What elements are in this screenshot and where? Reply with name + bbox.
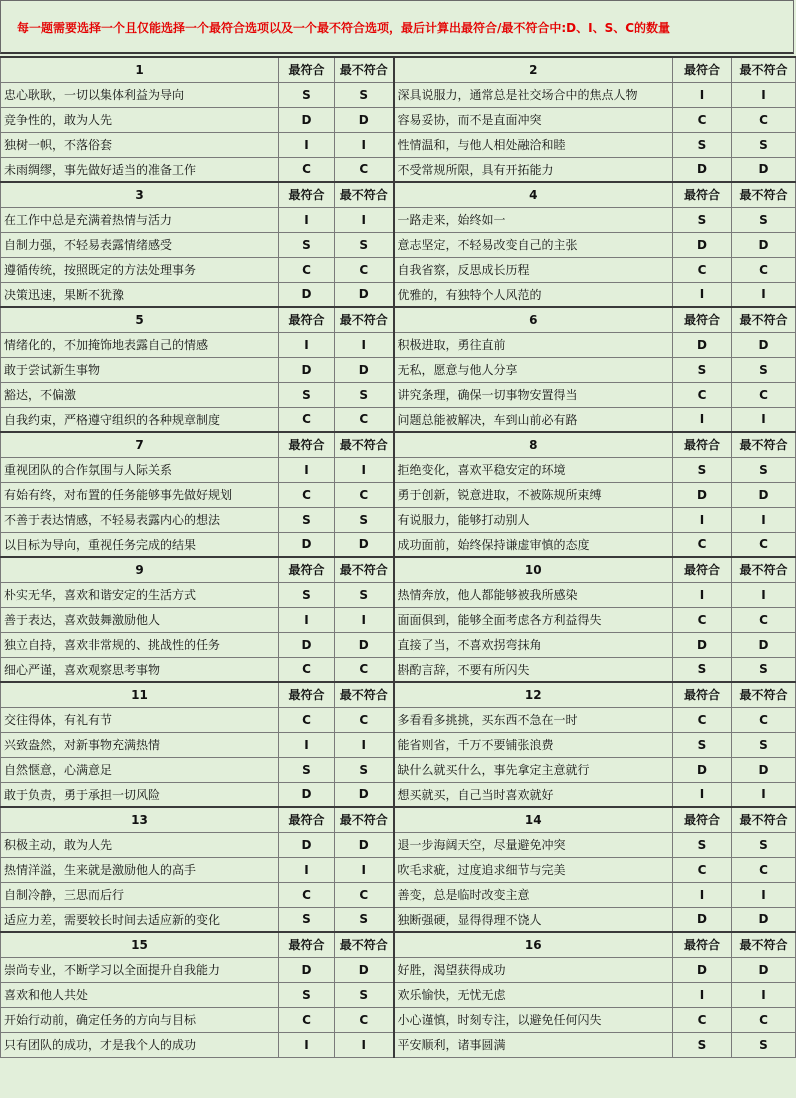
- worst-value-cell[interactable]: C: [732, 382, 796, 407]
- worst-value-cell[interactable]: D: [732, 232, 796, 257]
- option-text-cell[interactable]: 多看看多挑挑，买东西不急在一时: [394, 707, 673, 732]
- best-value-cell[interactable]: I: [279, 607, 335, 632]
- worst-value-cell[interactable]: D: [732, 957, 796, 982]
- best-value-cell[interactable]: D: [279, 782, 335, 807]
- column-header-worst[interactable]: 最不符合: [732, 807, 796, 832]
- question-grid: [0, 56, 796, 1058]
- best-value-cell[interactable]: I: [673, 882, 732, 907]
- best-value-cell[interactable]: D: [673, 907, 732, 932]
- option-text-cell[interactable]: 缺什么就买什么，事先拿定主意就行: [394, 757, 673, 782]
- worst-value-cell[interactable]: I: [335, 332, 394, 357]
- option-row: [1, 232, 796, 257]
- question-number[interactable]: 15: [1, 932, 279, 957]
- column-header-worst[interactable]: 最不符合: [732, 307, 796, 332]
- best-value-cell[interactable]: S: [279, 382, 335, 407]
- best-value-cell[interactable]: S: [279, 507, 335, 532]
- question-number[interactable]: 11: [1, 682, 279, 707]
- option-text-cell[interactable]: 善变，总是临时改变主意: [394, 882, 673, 907]
- worst-value-cell[interactable]: I: [335, 607, 394, 632]
- question-header-row: [1, 57, 796, 82]
- option-text-cell[interactable]: 热情奔放，他人都能够被我所感染: [394, 582, 673, 607]
- question-number[interactable]: 2: [394, 57, 673, 82]
- option-text-cell[interactable]: 好胜，渴望获得成功: [394, 957, 673, 982]
- worst-value-cell[interactable]: S: [732, 1032, 796, 1057]
- best-value-cell[interactable]: D: [673, 632, 732, 657]
- best-value-cell[interactable]: I: [673, 982, 732, 1007]
- worst-value-cell[interactable]: D: [335, 957, 394, 982]
- option-row: [1, 407, 796, 432]
- option-text-cell[interactable]: 欢乐愉快，无忧无虑: [394, 982, 673, 1007]
- best-value-cell[interactable]: C: [279, 482, 335, 507]
- option-text-cell[interactable]: 不善于表达情感，不轻易表露内心的想法: [1, 507, 279, 532]
- worst-value-cell[interactable]: S: [732, 732, 796, 757]
- best-value-cell[interactable]: I: [279, 732, 335, 757]
- option-text-cell[interactable]: 能省则省，千万不要铺张浪费: [394, 732, 673, 757]
- option-text-cell[interactable]: 一路走来，始终如一: [394, 207, 673, 232]
- worst-value-cell[interactable]: S: [335, 382, 394, 407]
- best-value-cell[interactable]: C: [279, 407, 335, 432]
- option-row: [1, 782, 796, 807]
- best-value-cell[interactable]: D: [279, 107, 335, 132]
- option-text-cell[interactable]: 以目标为导向，重视任务完成的结果: [1, 532, 279, 557]
- best-value-cell[interactable]: S: [673, 657, 732, 682]
- column-header-worst[interactable]: 最不符合: [335, 557, 394, 582]
- question-header-row: [1, 807, 796, 832]
- question-number[interactable]: 10: [394, 557, 673, 582]
- column-header-best[interactable]: 最符合: [279, 557, 335, 582]
- option-row: [1, 482, 796, 507]
- column-header-best[interactable]: 最符合: [279, 307, 335, 332]
- best-value-cell[interactable]: D: [673, 332, 732, 357]
- worst-value-cell[interactable]: D: [335, 632, 394, 657]
- best-value-cell[interactable]: S: [673, 457, 732, 482]
- worst-value-cell[interactable]: D: [335, 282, 394, 307]
- best-value-cell[interactable]: I: [279, 857, 335, 882]
- best-value-cell[interactable]: I: [279, 1032, 335, 1057]
- option-text-cell[interactable]: 喜欢和他人共处: [1, 982, 279, 1007]
- option-text-cell[interactable]: 性情温和，与他人相处融洽和睦: [394, 132, 673, 157]
- best-value-cell[interactable]: C: [673, 107, 732, 132]
- option-text-cell[interactable]: 崇尚专业，不断学习以全面提升自我能力: [1, 957, 279, 982]
- column-header-worst[interactable]: 最不符合: [732, 557, 796, 582]
- option-row: [1, 607, 796, 632]
- best-value-cell[interactable]: C: [279, 882, 335, 907]
- option-text-cell[interactable]: 问题总能被解决，车到山前必有路: [394, 407, 673, 432]
- best-value-cell[interactable]: D: [673, 232, 732, 257]
- worst-value-cell[interactable]: D: [732, 332, 796, 357]
- option-text-cell[interactable]: 自我约束，严格遵守组织的各种规章制度: [1, 407, 279, 432]
- option-text-cell[interactable]: 斟酌言辞，不要有所闪失: [394, 657, 673, 682]
- best-value-cell[interactable]: C: [673, 532, 732, 557]
- best-value-cell[interactable]: D: [673, 482, 732, 507]
- column-header-worst[interactable]: 最不符合: [732, 57, 796, 82]
- worst-value-cell[interactable]: S: [335, 982, 394, 1007]
- column-header-best[interactable]: 最符合: [673, 57, 732, 82]
- best-value-cell[interactable]: C: [673, 1007, 732, 1032]
- option-row: [1, 657, 796, 682]
- worst-value-cell[interactable]: I: [335, 732, 394, 757]
- best-value-cell[interactable]: S: [673, 132, 732, 157]
- option-row: [1, 1007, 796, 1032]
- worst-value-cell[interactable]: I: [732, 507, 796, 532]
- question-number[interactable]: 8: [394, 432, 673, 457]
- option-text-cell[interactable]: 交往得体，有礼有节: [1, 707, 279, 732]
- worst-value-cell[interactable]: C: [732, 707, 796, 732]
- option-text-cell[interactable]: 无私，愿意与他人分享: [394, 357, 673, 382]
- option-row: [1, 882, 796, 907]
- worst-value-cell[interactable]: I: [732, 882, 796, 907]
- question-header-row: [1, 307, 796, 332]
- option-text-cell[interactable]: 独立自持，喜欢非常规的、挑战性的任务: [1, 632, 279, 657]
- option-row: [1, 632, 796, 657]
- best-value-cell[interactable]: D: [279, 832, 335, 857]
- question-header-row: [1, 432, 796, 457]
- best-value-cell[interactable]: S: [673, 832, 732, 857]
- option-text-cell[interactable]: 讲究条理，确保一切事物安置得当: [394, 382, 673, 407]
- column-header-best[interactable]: 最符合: [279, 932, 335, 957]
- worst-value-cell[interactable]: I: [335, 207, 394, 232]
- column-header-worst[interactable]: 最不符合: [335, 307, 394, 332]
- option-text-cell[interactable]: 深具说服力，通常总是社交场合中的焦点人物: [394, 82, 673, 107]
- best-value-cell[interactable]: I: [279, 332, 335, 357]
- worst-value-cell[interactable]: C: [335, 257, 394, 282]
- best-value-cell[interactable]: S: [279, 232, 335, 257]
- option-text-cell[interactable]: 积极进取，勇往直前: [394, 332, 673, 357]
- best-value-cell[interactable]: C: [673, 607, 732, 632]
- worst-value-cell[interactable]: C: [732, 1007, 796, 1032]
- option-text-cell[interactable]: 直接了当，不喜欢拐弯抹角: [394, 632, 673, 657]
- option-text-cell[interactable]: 小心谨慎，时刻专注，以避免任何闪失: [394, 1007, 673, 1032]
- question-header-row: [1, 932, 796, 957]
- option-text-cell[interactable]: 积极主动，敢为人先: [1, 832, 279, 857]
- worst-value-cell[interactable]: S: [732, 457, 796, 482]
- question-header-row: [1, 182, 796, 207]
- best-value-cell[interactable]: D: [673, 957, 732, 982]
- option-text-cell[interactable]: 独树一帜，不落俗套: [1, 132, 279, 157]
- best-value-cell[interactable]: C: [673, 382, 732, 407]
- option-text-cell[interactable]: 吹毛求疵，过度追求细节与完美: [394, 857, 673, 882]
- option-row: [1, 832, 796, 857]
- best-value-cell[interactable]: D: [279, 532, 335, 557]
- option-text-cell[interactable]: 只有团队的成功，才是我个人的成功: [1, 1032, 279, 1057]
- worst-value-cell[interactable]: S: [335, 507, 394, 532]
- best-value-cell[interactable]: C: [279, 657, 335, 682]
- option-text-cell[interactable]: 有始有终，对布置的任务能够事先做好规划: [1, 482, 279, 507]
- option-text-cell[interactable]: 兴致盎然，对新事物充满热情: [1, 732, 279, 757]
- worst-value-cell[interactable]: C: [732, 257, 796, 282]
- worst-value-cell[interactable]: C: [335, 482, 394, 507]
- question-number[interactable]: 7: [1, 432, 279, 457]
- column-header-worst[interactable]: 最不符合: [335, 682, 394, 707]
- question-number[interactable]: 13: [1, 807, 279, 832]
- best-value-cell[interactable]: D: [279, 282, 335, 307]
- option-row: [1, 282, 796, 307]
- best-value-cell[interactable]: C: [673, 707, 732, 732]
- worst-value-cell[interactable]: S: [732, 132, 796, 157]
- column-header-best[interactable]: 最符合: [279, 57, 335, 82]
- best-value-cell[interactable]: D: [279, 957, 335, 982]
- option-text-cell[interactable]: 成功面前，始终保持谦虚审慎的态度: [394, 532, 673, 557]
- worst-value-cell[interactable]: I: [335, 1032, 394, 1057]
- option-row: [1, 257, 796, 282]
- best-value-cell[interactable]: I: [673, 407, 732, 432]
- worst-value-cell[interactable]: I: [335, 457, 394, 482]
- worst-value-cell[interactable]: C: [335, 157, 394, 182]
- worst-value-cell[interactable]: C: [335, 407, 394, 432]
- worst-value-cell[interactable]: C: [335, 1007, 394, 1032]
- best-value-cell[interactable]: S: [673, 207, 732, 232]
- best-value-cell[interactable]: D: [673, 757, 732, 782]
- column-header-worst[interactable]: 最不符合: [732, 182, 796, 207]
- question-number[interactable]: 12: [394, 682, 673, 707]
- worst-value-cell[interactable]: I: [335, 132, 394, 157]
- best-value-cell[interactable]: C: [673, 857, 732, 882]
- option-text-cell[interactable]: 重视团队的合作氛围与人际关系: [1, 457, 279, 482]
- worst-value-cell[interactable]: D: [732, 482, 796, 507]
- column-header-worst[interactable]: 最不符合: [335, 182, 394, 207]
- option-text-cell[interactable]: 遵循传统，按照既定的方法处理事务: [1, 257, 279, 282]
- column-header-best[interactable]: 最符合: [673, 182, 732, 207]
- best-value-cell[interactable]: I: [673, 282, 732, 307]
- option-row: [1, 82, 796, 107]
- question-number[interactable]: 6: [394, 307, 673, 332]
- option-text-cell[interactable]: 自我省察，反思成长历程: [394, 257, 673, 282]
- column-header-best[interactable]: 最符合: [279, 682, 335, 707]
- column-header-best[interactable]: 最符合: [279, 182, 335, 207]
- worst-value-cell[interactable]: D: [732, 632, 796, 657]
- worst-value-cell[interactable]: S: [732, 207, 796, 232]
- option-row: [1, 982, 796, 1007]
- option-row: [1, 107, 796, 132]
- best-value-cell[interactable]: I: [279, 457, 335, 482]
- question-header-row: [1, 682, 796, 707]
- option-text-cell[interactable]: 在工作中总是充满着热情与活力: [1, 207, 279, 232]
- column-header-worst[interactable]: 最不符合: [732, 682, 796, 707]
- worst-value-cell[interactable]: C: [732, 607, 796, 632]
- best-value-cell[interactable]: S: [673, 732, 732, 757]
- worst-value-cell[interactable]: S: [732, 357, 796, 382]
- worst-value-cell[interactable]: I: [335, 857, 394, 882]
- option-text-cell[interactable]: 敢于尝试新生事物: [1, 357, 279, 382]
- option-row: [1, 382, 796, 407]
- option-text-cell[interactable]: 开始行动前，确定任务的方向与目标: [1, 1007, 279, 1032]
- option-text-cell[interactable]: 面面俱到，能够全面考虑各方利益得失: [394, 607, 673, 632]
- question-number[interactable]: 16: [394, 932, 673, 957]
- option-text-cell[interactable]: 豁达，不偏激: [1, 382, 279, 407]
- option-row: [1, 857, 796, 882]
- column-header-worst[interactable]: 最不符合: [335, 432, 394, 457]
- best-value-cell[interactable]: I: [673, 782, 732, 807]
- worst-value-cell[interactable]: C: [732, 107, 796, 132]
- best-value-cell[interactable]: S: [673, 357, 732, 382]
- option-row: [1, 332, 796, 357]
- best-value-cell[interactable]: C: [279, 157, 335, 182]
- worst-value-cell[interactable]: C: [335, 657, 394, 682]
- option-row: [1, 582, 796, 607]
- option-row: [1, 157, 796, 182]
- option-text-cell[interactable]: 拒绝变化，喜欢平稳安定的环境: [394, 457, 673, 482]
- worst-value-cell[interactable]: D: [732, 157, 796, 182]
- column-header-best[interactable]: 最符合: [673, 307, 732, 332]
- option-row: [1, 732, 796, 757]
- worst-value-cell[interactable]: C: [732, 857, 796, 882]
- option-text-cell[interactable]: 朴实无华，喜欢和谐安定的生活方式: [1, 582, 279, 607]
- option-row: [1, 707, 796, 732]
- best-value-cell[interactable]: I: [673, 582, 732, 607]
- option-text-cell[interactable]: 勇于创新，锐意进取，不被陈规所束缚: [394, 482, 673, 507]
- worst-value-cell[interactable]: C: [732, 532, 796, 557]
- best-value-cell[interactable]: I: [673, 82, 732, 107]
- option-text-cell[interactable]: 退一步海阔天空，尽量避免冲突: [394, 832, 673, 857]
- column-header-best[interactable]: 最符合: [279, 432, 335, 457]
- question-number[interactable]: 4: [394, 182, 673, 207]
- option-row: [1, 1032, 796, 1057]
- column-header-worst[interactable]: 最不符合: [335, 932, 394, 957]
- option-row: [1, 357, 796, 382]
- option-text-cell[interactable]: 自制冷静，三思而后行: [1, 882, 279, 907]
- option-text-cell[interactable]: 适应力差，需要较长时间去适应新的变化: [1, 907, 279, 932]
- option-text-cell[interactable]: 决策迅速，果断不犹豫: [1, 282, 279, 307]
- best-value-cell[interactable]: I: [279, 207, 335, 232]
- worst-value-cell[interactable]: S: [335, 907, 394, 932]
- worst-value-cell[interactable]: D: [335, 357, 394, 382]
- best-value-cell[interactable]: S: [279, 582, 335, 607]
- question-header-row: [1, 557, 796, 582]
- option-row: [1, 507, 796, 532]
- option-text-cell[interactable]: 敢于负责，勇于承担一切风险: [1, 782, 279, 807]
- best-value-cell[interactable]: D: [279, 357, 335, 382]
- option-row: [1, 457, 796, 482]
- column-header-best[interactable]: 最符合: [673, 807, 732, 832]
- worst-value-cell[interactable]: D: [335, 532, 394, 557]
- best-value-cell[interactable]: I: [279, 132, 335, 157]
- worst-value-cell[interactable]: S: [335, 582, 394, 607]
- option-text-cell[interactable]: 意志坚定，不轻易改变自己的主张: [394, 232, 673, 257]
- best-value-cell[interactable]: S: [279, 907, 335, 932]
- option-text-cell[interactable]: 忠心耿耿，一切以集体利益为导向: [1, 82, 279, 107]
- worst-value-cell[interactable]: D: [335, 782, 394, 807]
- option-text-cell[interactable]: 容易妥协，而不是直面冲突: [394, 107, 673, 132]
- option-text-cell[interactable]: 未雨绸缪，事先做好适当的准备工作: [1, 157, 279, 182]
- best-value-cell[interactable]: C: [279, 1007, 335, 1032]
- best-value-cell[interactable]: D: [279, 632, 335, 657]
- worst-value-cell[interactable]: S: [732, 657, 796, 682]
- option-row: [1, 907, 796, 932]
- worst-value-cell[interactable]: S: [335, 82, 394, 107]
- option-text-cell[interactable]: 热情洋溢，生来就是激励他人的高手: [1, 857, 279, 882]
- sheet-title[interactable]: 每一题需要选择一个且仅能选择一个最符合选项以及一个最不符合选项，最后计算出最符合/最不符合中:D、I、S、C的数量: [0, 0, 794, 54]
- option-text-cell[interactable]: 平安顺利，诸事圆满: [394, 1032, 673, 1057]
- worst-value-cell[interactable]: C: [335, 707, 394, 732]
- question-number[interactable]: 14: [394, 807, 673, 832]
- option-row: [1, 757, 796, 782]
- column-header-best[interactable]: 最符合: [673, 932, 732, 957]
- question-number[interactable]: 9: [1, 557, 279, 582]
- best-value-cell[interactable]: S: [673, 1032, 732, 1057]
- worst-value-cell[interactable]: D: [732, 907, 796, 932]
- question-number[interactable]: 3: [1, 182, 279, 207]
- option-text-cell[interactable]: 自然惬意，心满意足: [1, 757, 279, 782]
- option-text-cell[interactable]: 细心严谨，喜欢观察思考事物: [1, 657, 279, 682]
- column-header-worst[interactable]: 最不符合: [732, 432, 796, 457]
- worst-value-cell[interactable]: S: [335, 232, 394, 257]
- column-header-best[interactable]: 最符合: [673, 557, 732, 582]
- option-text-cell[interactable]: 想买就买，自己当时喜欢就好: [394, 782, 673, 807]
- option-text-cell[interactable]: 竞争性的，敢为人先: [1, 107, 279, 132]
- best-value-cell[interactable]: C: [279, 707, 335, 732]
- column-header-worst[interactable]: 最不符合: [335, 807, 394, 832]
- worst-value-cell[interactable]: D: [335, 832, 394, 857]
- option-row: [1, 957, 796, 982]
- worst-value-cell[interactable]: C: [335, 882, 394, 907]
- worst-value-cell[interactable]: I: [732, 282, 796, 307]
- option-text-cell[interactable]: 不受常规所限，具有开拓能力: [394, 157, 673, 182]
- worst-value-cell[interactable]: S: [732, 832, 796, 857]
- best-value-cell[interactable]: C: [279, 257, 335, 282]
- option-text-cell[interactable]: 有说服力，能够打动别人: [394, 507, 673, 532]
- best-value-cell[interactable]: I: [673, 507, 732, 532]
- column-header-worst[interactable]: 最不符合: [732, 932, 796, 957]
- option-row: [1, 132, 796, 157]
- column-header-best[interactable]: 最符合: [279, 807, 335, 832]
- best-value-cell[interactable]: S: [279, 982, 335, 1007]
- column-header-best[interactable]: 最符合: [673, 682, 732, 707]
- worst-value-cell[interactable]: I: [732, 82, 796, 107]
- worst-value-cell[interactable]: D: [732, 757, 796, 782]
- question-number[interactable]: 5: [1, 307, 279, 332]
- option-row: [1, 532, 796, 557]
- best-value-cell[interactable]: S: [279, 757, 335, 782]
- option-text-cell[interactable]: 善于表达，喜欢鼓舞激励他人: [1, 607, 279, 632]
- worst-value-cell[interactable]: I: [732, 782, 796, 807]
- option-text-cell[interactable]: 独断强硬，显得得理不饶人: [394, 907, 673, 932]
- worst-value-cell[interactable]: I: [732, 582, 796, 607]
- option-text-cell[interactable]: 自制力强，不轻易表露情绪感受: [1, 232, 279, 257]
- worst-value-cell[interactable]: I: [732, 407, 796, 432]
- worst-value-cell[interactable]: D: [335, 107, 394, 132]
- option-row: [1, 207, 796, 232]
- option-text-cell[interactable]: 优雅的，有独特个人风范的: [394, 282, 673, 307]
- question-number[interactable]: 1: [1, 57, 279, 82]
- column-header-worst[interactable]: 最不符合: [335, 57, 394, 82]
- best-value-cell[interactable]: D: [673, 157, 732, 182]
- worst-value-cell[interactable]: S: [335, 757, 394, 782]
- best-value-cell[interactable]: S: [279, 82, 335, 107]
- best-value-cell[interactable]: C: [673, 257, 732, 282]
- option-text-cell[interactable]: 情绪化的，不加掩饰地表露自己的情感: [1, 332, 279, 357]
- column-header-best[interactable]: 最符合: [673, 432, 732, 457]
- worst-value-cell[interactable]: I: [732, 982, 796, 1007]
